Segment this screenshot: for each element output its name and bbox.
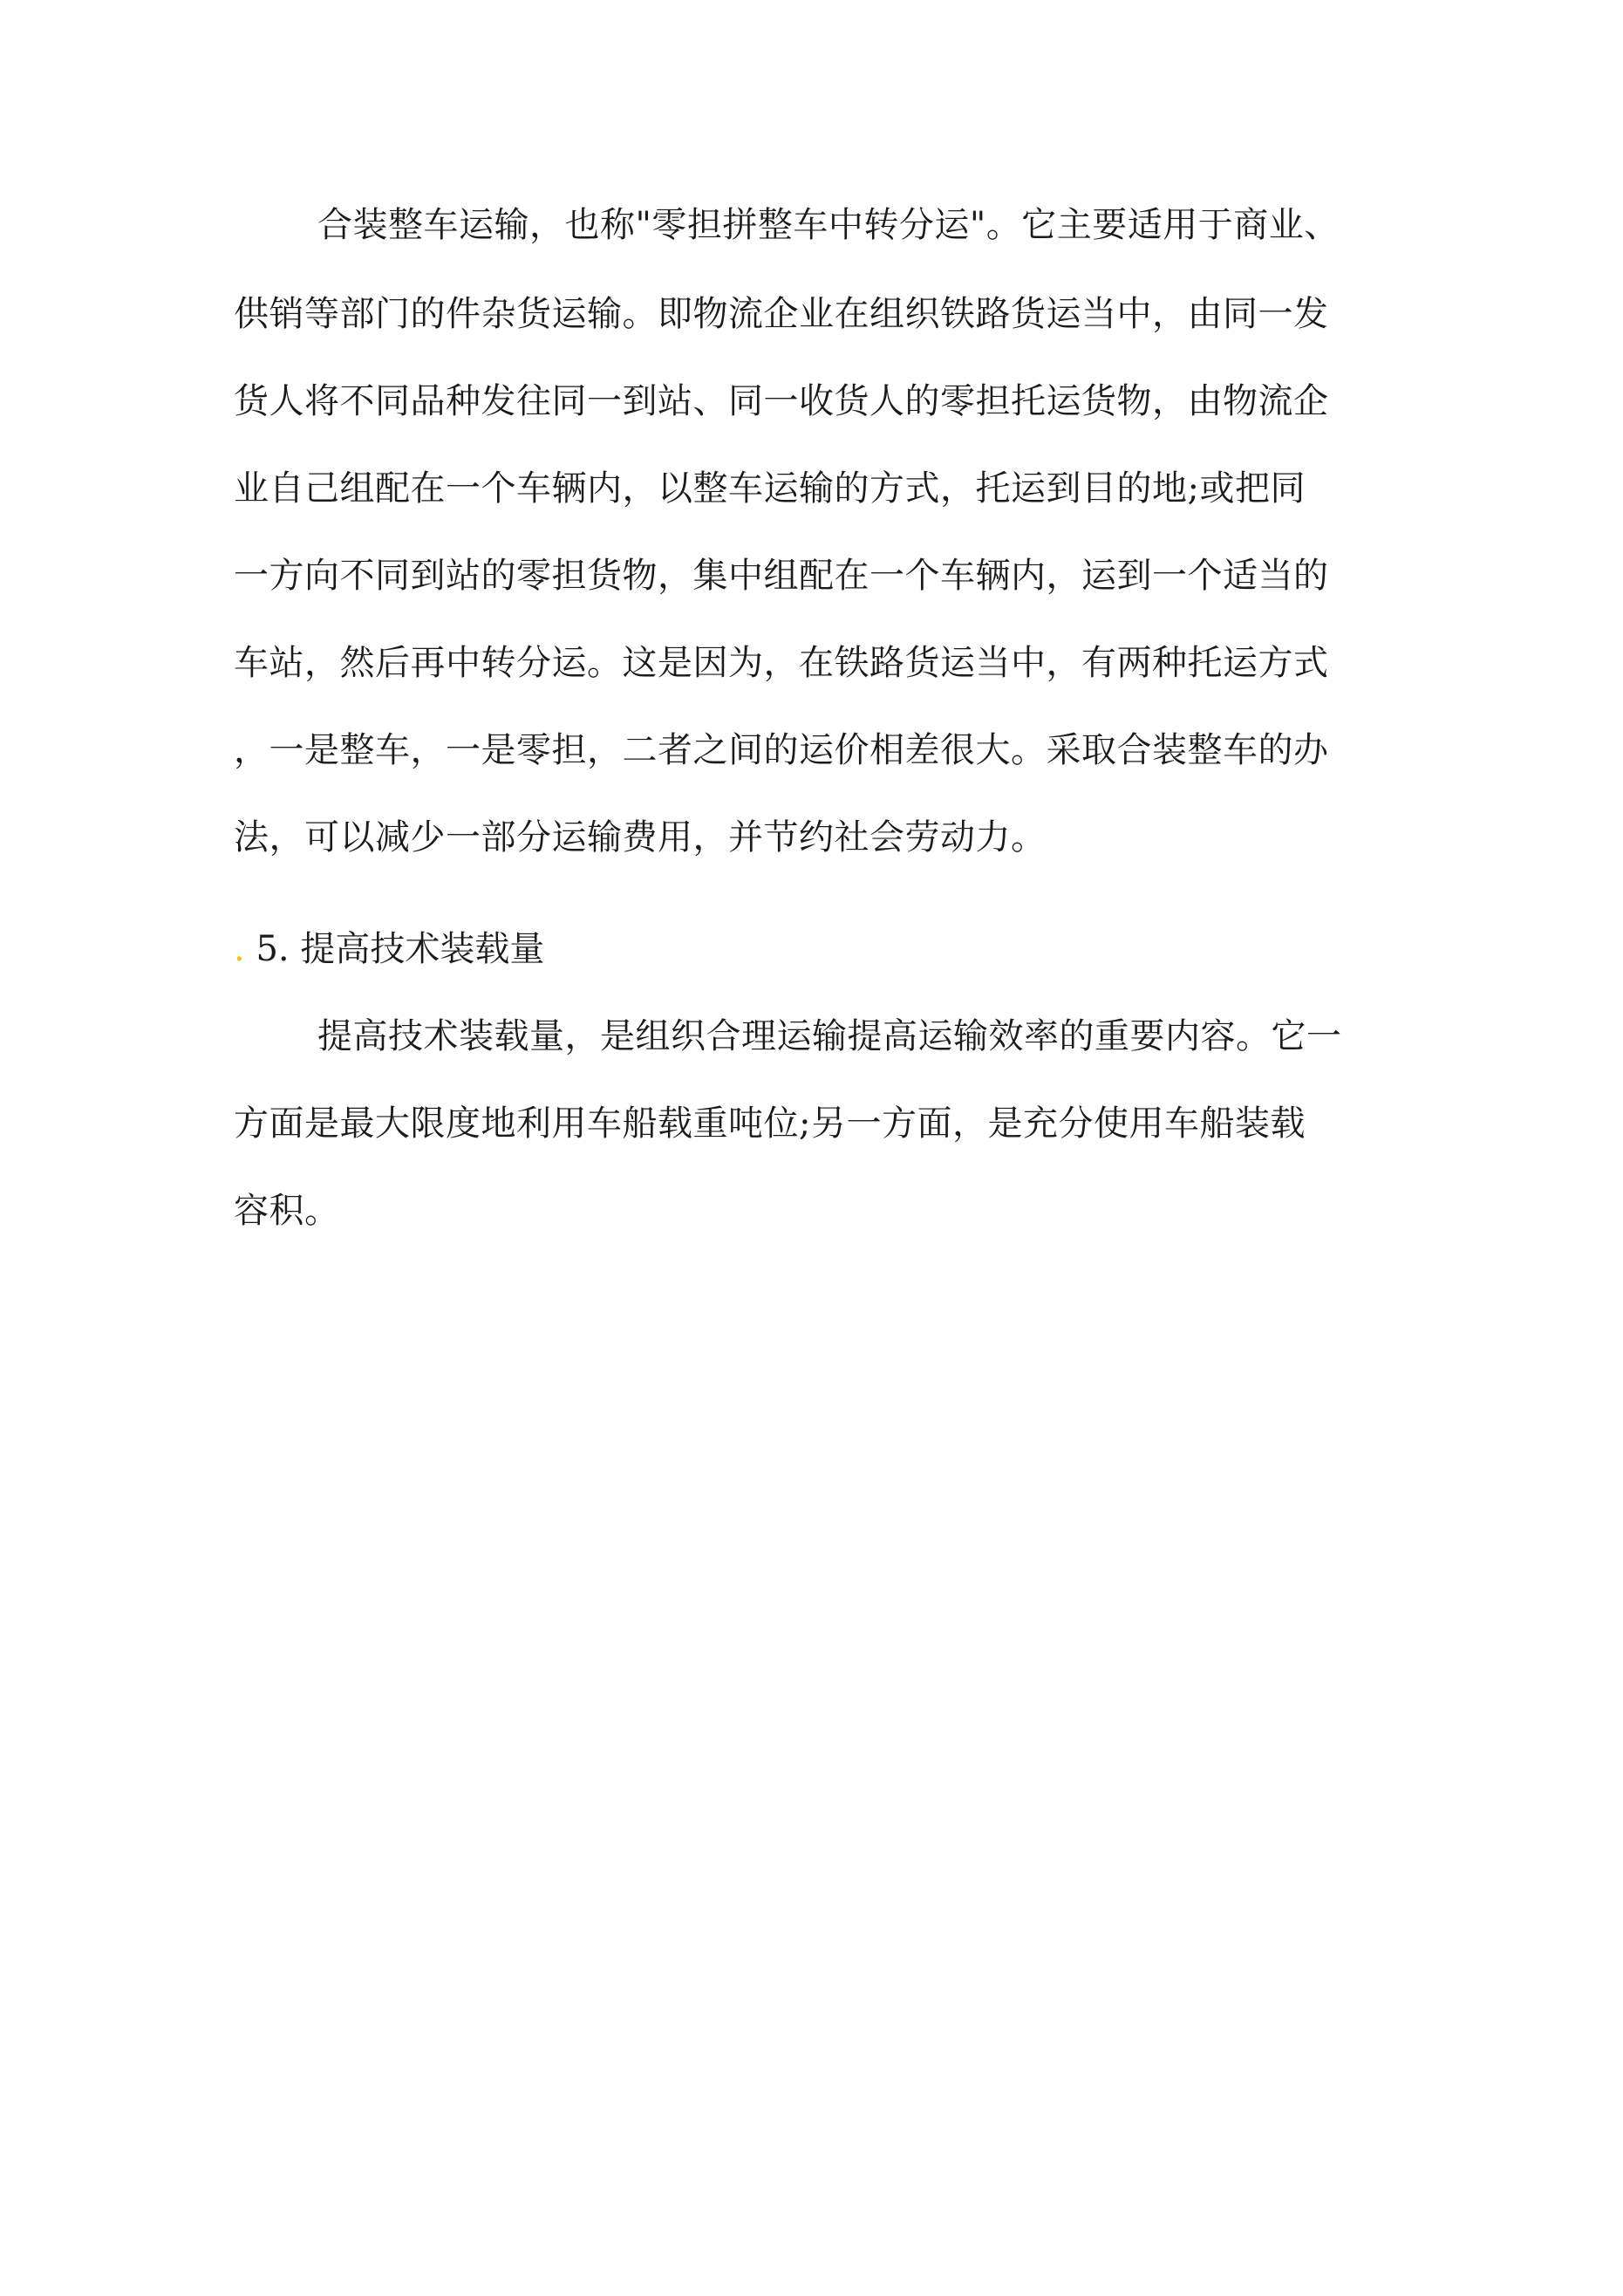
paragraph-1-line-5: 一方向不同到站的零担货物，集中组配在一个车辆内，运到一个适当的: [234, 556, 1329, 596]
section-title: 提高技术装载量: [300, 929, 545, 969]
section-marker: .: [234, 929, 245, 969]
section-heading: [234, 928, 544, 970]
paragraph-1-line-6: 车站，然后再中转分运。这是因为，在铁路货运当中，有两种托运方式: [234, 643, 1329, 683]
paragraph-1-line-2: 供销等部门的件杂货运输。即物流企业在组织铁路货运当中，由同一发: [234, 294, 1329, 334]
section-number: 5.: [256, 929, 290, 969]
paragraph-1-line-4: 业自己组配在一个车辆内，以整车运输的方式，托运到目的地;或把同: [234, 468, 1306, 509]
paragraph-2-line-3: 容积。: [234, 1191, 340, 1231]
paragraph-1-line-8: 法，可以减少一部分运输费用，并节约社会劳动力。: [234, 817, 1047, 858]
paragraph-2-line-1: 提高技术装载量，是组织合理运输提高运输效率的重要内容。它一: [317, 1016, 1342, 1056]
paragraph-1-line-3: 货人将不同品种发往同一到站、同一收货人的零担托运货物，由物流企: [234, 381, 1329, 421]
paragraph-1-line-7: ，一是整车，一是零担，二者之间的运价相差很大。采取合装整车的办: [234, 730, 1329, 770]
paragraph-2-line-2: 方面是最大限度地利用车船载重吨位;另一方面，是充分使用车船装载: [234, 1104, 1306, 1144]
paragraph-1-line-1: 合装整车运输，也称"零担拼整车中转分运"。它主要适用于商业、: [317, 205, 1340, 245]
